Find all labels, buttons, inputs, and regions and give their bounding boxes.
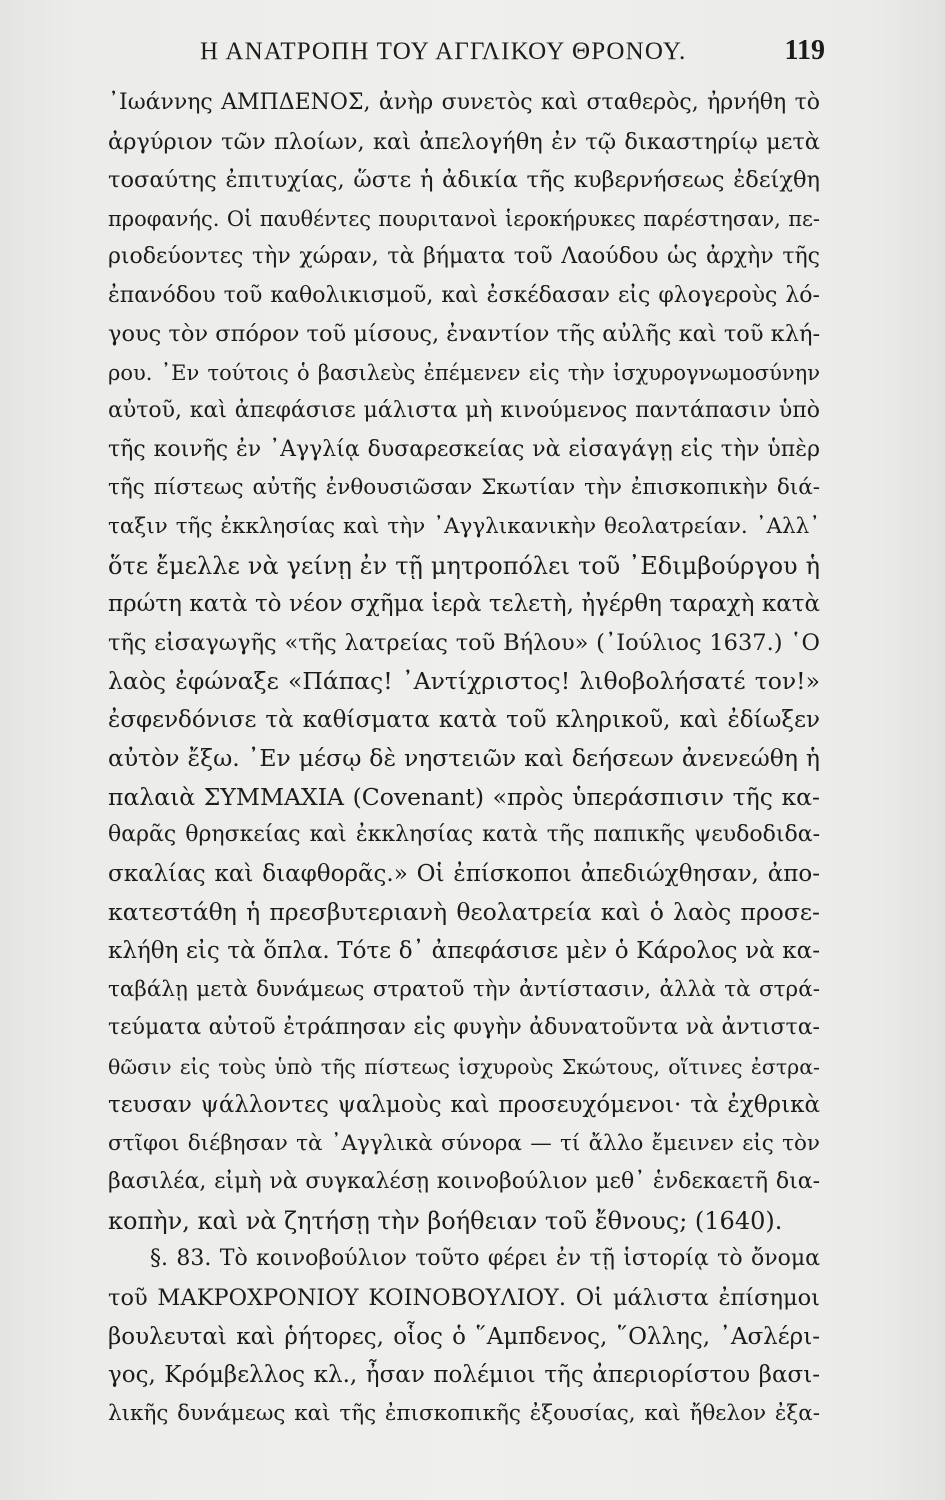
- text-line: πρώτη κατὰ τὸ νέον σχῆμα ἱερὰ τελετὴ, ἠγέρθη ταραχὴ κατὰ: [108, 591, 820, 618]
- text-line: τευσαν ψάλλοντες ψαλμοὺς καὶ προσευχόμενοι· τὰ ἐχθρικὰ: [108, 1092, 820, 1119]
- text-line: ἐπανόδου τοῦ καθολικισμοῦ, καὶ ἐσκέδασαν εἰς φλογεροὺς λό-: [108, 282, 820, 308]
- text-line: αὐτὸν ἔξω. ᾿Εν μέσῳ δὲ νηστειῶν καὶ δεήσεων ἀνενεώθη ἡ: [108, 744, 820, 773]
- text-line: λικῆς δυνάμεως καὶ τῆς ἐπισκοπικῆς ἐξουσίας, καὶ ἤθελον ἐξα-: [108, 1400, 820, 1426]
- text-line: στῖφοι διέβησαν τὰ ᾿Αγγλικὰ σύνορα — τί ἄλλο ἔμεινεν εἰς τὸν: [108, 1130, 820, 1156]
- text-line: γους τὸν σπόρον τοῦ μίσους, ἐναντίον τῆς αὐλῆς καὶ τοῦ κλή-: [108, 321, 820, 348]
- text-line: κοπὴν, καὶ νὰ ζητήσῃ τὴν βοήθειαν τοῦ ἔθνους; (1640).: [108, 1206, 783, 1235]
- text-line: τῆς εἰσαγωγῆς «τῆς λατρείας τοῦ Βήλου» (᾿Ιούλιος 1637.) ῾Ο: [108, 629, 820, 656]
- text-line: ριοδεύοντες τὴν χώραν, τὰ βήματα τοῦ Λαούδου ὡς ἀρχὴν τῆς: [108, 244, 820, 270]
- text-line: τεύματα αὐτοῦ ἐτράπησαν εἰς φυγὴν ἀδυνατοῦντα νὰ ἀντιστα-: [108, 1015, 820, 1041]
- running-title: Η ΑΝΑΤΡΟΠΗ ΤΟΥ ΑΓΓΛΙΚΟΥ ΘΡΟΝΟΥ.: [200, 38, 687, 65]
- text-line: γος, Κρόμβελλος κλ., ἦσαν πολέμιοι τῆς ἀπεριορίστου βασι-: [108, 1362, 820, 1389]
- text-line: ταβάλῃ μετὰ δυνάμεως στρατοῦ τὴν ἀντίστασιν, ἀλλὰ τὰ στρά-: [108, 976, 820, 1002]
- section-heading-line: §. 83. Τὸ κοινοβούλιον τοῦτο φέρει ἐν τῇ ἱστορίᾳ τὸ ὄνομα: [150, 1246, 820, 1272]
- text-line: αὐτοῦ, καὶ ἀπεφάσισε μάλιστα μὴ κινούμενος παντάπασιν ὑπὸ: [108, 398, 820, 424]
- text-line: ἀργύριον τῶν πλοίων, καὶ ἀπελογήθη ἐν τῷ δικαστηρίῳ μετὰ: [108, 128, 820, 155]
- text-line: θαρᾶς θρησκείας καὶ ἐκκλησίας κατὰ τῆς παπικῆς ψευδοδιδα-: [108, 822, 820, 848]
- text-line: ρου. ᾿Εν τούτοις ὁ βασιλεὺς ἐπέμενεν εἰς τὴν ἰσχυρογνωμοσύνην: [108, 360, 820, 385]
- text-line: ᾿Ιωάννης ΑΜΠΔΕΝΟΣ, ἀνὴρ συνετὸς καὶ σταθερὸς, ἠρνήθη τὸ: [108, 90, 820, 115]
- text-line: τοσαύτης ἐπιτυχίας, ὥστε ἡ ἀδικία τῆς κυβερνήσεως ἐδείχθη: [108, 167, 820, 194]
- text-line: ταξιν τῆς ἐκκλησίας καὶ τὴν ᾿Αγγλικανικὴν θεολατρείαν. ᾿Αλλ᾿: [108, 514, 820, 540]
- page-number: 119: [784, 35, 825, 66]
- body-text: [108, 84, 820, 1433]
- text-line: ὅτε ἔμελλε νὰ γείνῃ ἐν τῇ μητροπόλει τοῦ ᾿Εδιμβούργου ἡ: [108, 551, 820, 580]
- text-line: ἐσφενδόνισε τὰ καθίσματα κατὰ τοῦ κληρικοῦ, καὶ ἐδίωξεν: [108, 706, 820, 733]
- text-line: κατεστάθη ἡ πρεσβυτεριανὴ θεολατρεία καὶ ὁ λαὸς προσε-: [108, 898, 820, 927]
- text-line: κλήθη εἰς τὰ ὅπλα. Τότε δ᾿ ἀπεφάσισε μὲν ὁ Κάρολος νὰ κα-: [108, 938, 820, 965]
- text-line: βασιλέα, εἰμὴ νὰ συγκαλέσῃ κοινοβούλιον μεθ᾿ ἑνδεκαετῆ δια-: [108, 1169, 820, 1195]
- text-line: βουλευταὶ καὶ ῥήτορες, οἷος ὁ ῞Αμπδενος, ῞Ολλης, ᾿Ασλέρι-: [108, 1323, 820, 1350]
- text-line: λαὸς ἐφώναξε «Πάπας! ᾿Αντίχριστος! λιθοβολήσατέ τον!»: [108, 667, 820, 696]
- text-line: τοῦ ΜΑΚΡΟΧΡΟΝΙΟΥ ΚΟΙΝΟΒΟΥΛΙΟΥ. Οἱ μάλιστα ἐπίσημοι: [108, 1284, 820, 1311]
- text-line: σκαλίας καὶ διαφθορᾶς.» Οἱ ἐπίσκοποι ἀπεδιώχθησαν, ἀπο-: [108, 860, 820, 887]
- text-line: θῶσιν εἰς τοὺς ὑπὸ τῆς πίστεως ἰσχυροὺς Σκώτους, οἵτινες ἐστρα-: [108, 1054, 820, 1079]
- text-line: τῆς κοινῆς ἐν ᾿Αγγλίᾳ δυσαρεσκείας νὰ εἰσαγάγῃ εἰς τὴν ὑπὲρ: [108, 436, 820, 462]
- text-line: παλαιὰ ΣΥΜΜΑΧΙΑ (Covenant) «πρὸς ὑπεράσπισιν τῆς κα-: [108, 782, 820, 811]
- text-line: προφανής. Οἱ παυθέντες πουριτανοὶ ἱεροκήρυκες παρέστησαν, πε-: [108, 206, 820, 231]
- text-line: τῆς πίστεως αὐτῆς ἐνθουσιῶσαν Σκωτίαν τὴν ἐπισκοπικὴν διά-: [108, 475, 820, 501]
- running-head: [200, 35, 825, 78]
